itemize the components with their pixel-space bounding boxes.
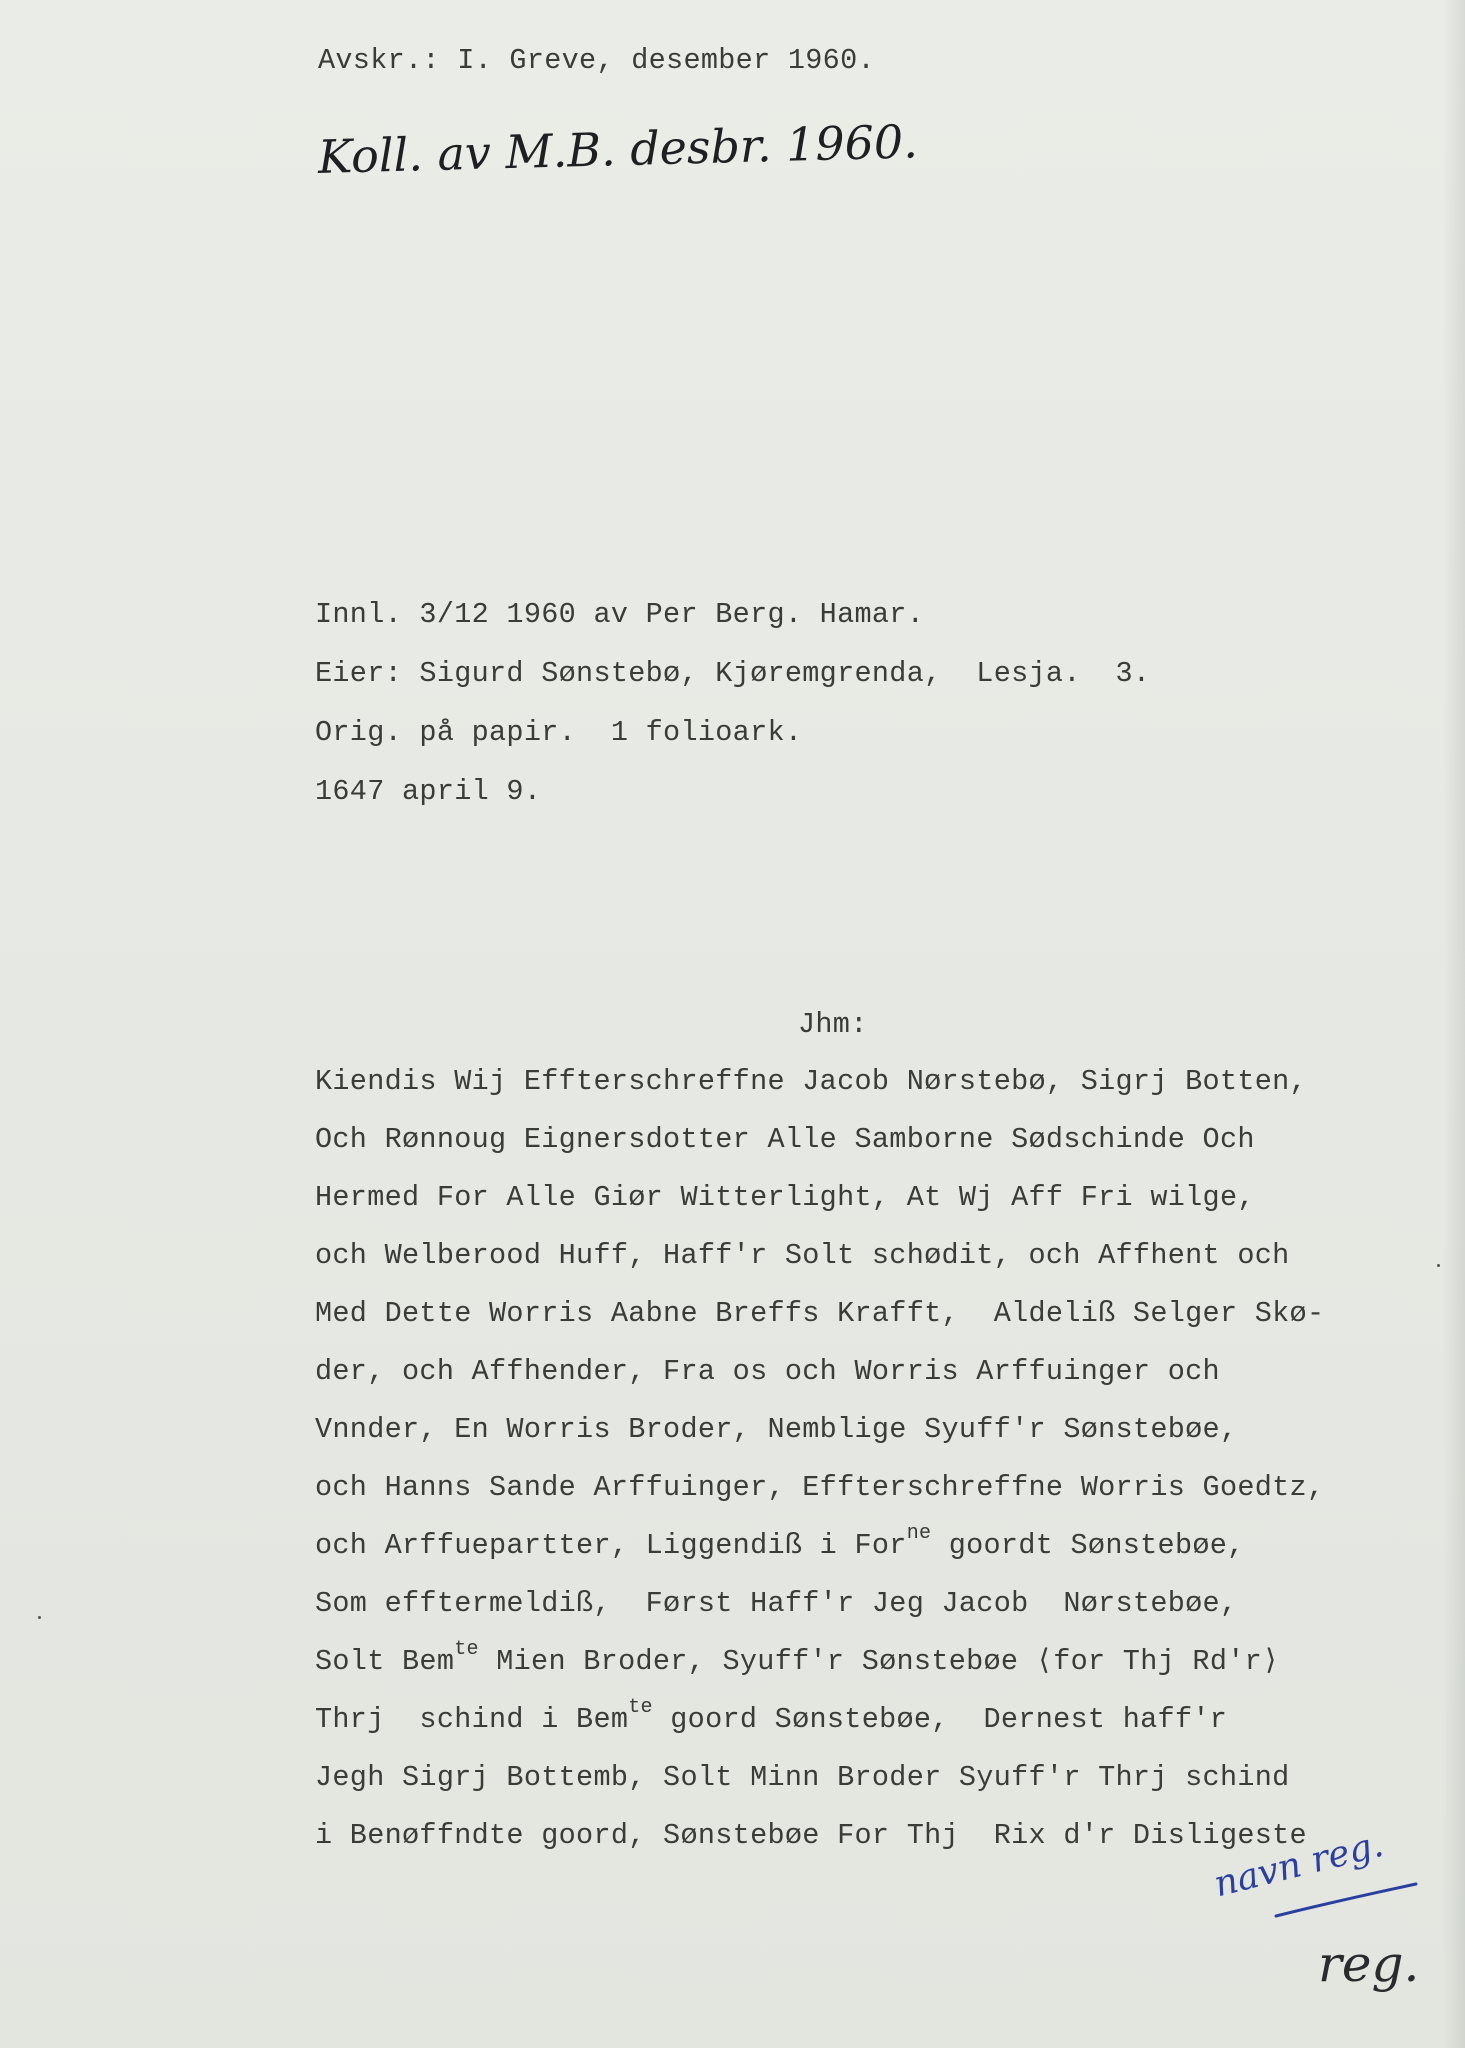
text-line: Med Dette Worris Aabne Breffs Krafft, Aldeliß Selger Skø- [315,1297,1325,1330]
original-line: Orig. på papir. 1 folioark. [315,716,803,749]
blue-ink-register-note: navn reg. [1210,1823,1388,1906]
ink-speck [38,1616,41,1619]
text-line: der, och Affhender, Fra os och Worris Arffuinger och [315,1355,1220,1388]
transcriber-line: Avskr.: I. Greve, desember 1960. [318,44,875,77]
pencil-register-note: reg. [1318,1935,1420,1993]
superscript-abbreviation: ne [906,1522,932,1545]
text-line: Och Rønnoug Eignersdotter Alle Samborne Sødschinde Och [315,1123,1255,1156]
text-line: Thrj schind i Bem$^{te}$ goord Sønstebøe, Dernest haff'r [315,1696,1228,1736]
ink-speck [1437,1264,1440,1267]
received-line: Innl. 3/12 1960 av Per Berg. Hamar. [315,598,925,631]
page-edge-shadow [1443,0,1465,2048]
text-line: och Welberood Huff, Haff'r Solt schødit, och Affhent och [315,1239,1290,1272]
text-line: Solt Bem$^{te}$ Mien Broder, Syuff'r Sønstebøe ⟨for Thj Rd'r⟩ [315,1638,1280,1678]
date-line: 1647 april 9. [315,775,542,808]
superscript-abbreviation: te [628,1696,653,1719]
text-line: och Hanns Sande Arffuinger, Effterschreffne Worris Goedtz, [315,1471,1325,1504]
superscript-abbreviation: te [454,1638,479,1661]
text-line: Kiendis Wij Effterschreffne Jacob Nørstebø, Sigrj Botten, [315,1065,1307,1098]
ink-underline [1272,1880,1422,1920]
text-line: och Arffuepartter, Liggendiß i For$^{ne}$ goordt Sønstebøe, [315,1522,1245,1562]
handwritten-collation-note: Koll. av M.B. desbr. 1960. [317,114,919,184]
text-line: i Benøffndte goord, Sønstebøe For Thj Rix d'r Disligeste [315,1819,1307,1852]
text-line: Jegh Sigrj Bottemb, Solt Minn Broder Syuff'r Thrj schind [315,1761,1290,1794]
text-line: Hermed For Alle Giør Witterlight, At Wj Aff Fri wilge, [315,1181,1255,1214]
owner-line: Eier: Sigurd Sønstebø, Kjøremgrenda, Lesja. 3. [315,657,1151,690]
opening-invocation: Jhm: [798,1008,868,1041]
text-line: Vnnder, En Worris Broder, Nemblige Syuff'r Sønstebøe, [315,1413,1238,1446]
text-line: Som efftermeldiß, Først Haff'r Jeg Jacob Nørstebøe, [315,1587,1238,1620]
